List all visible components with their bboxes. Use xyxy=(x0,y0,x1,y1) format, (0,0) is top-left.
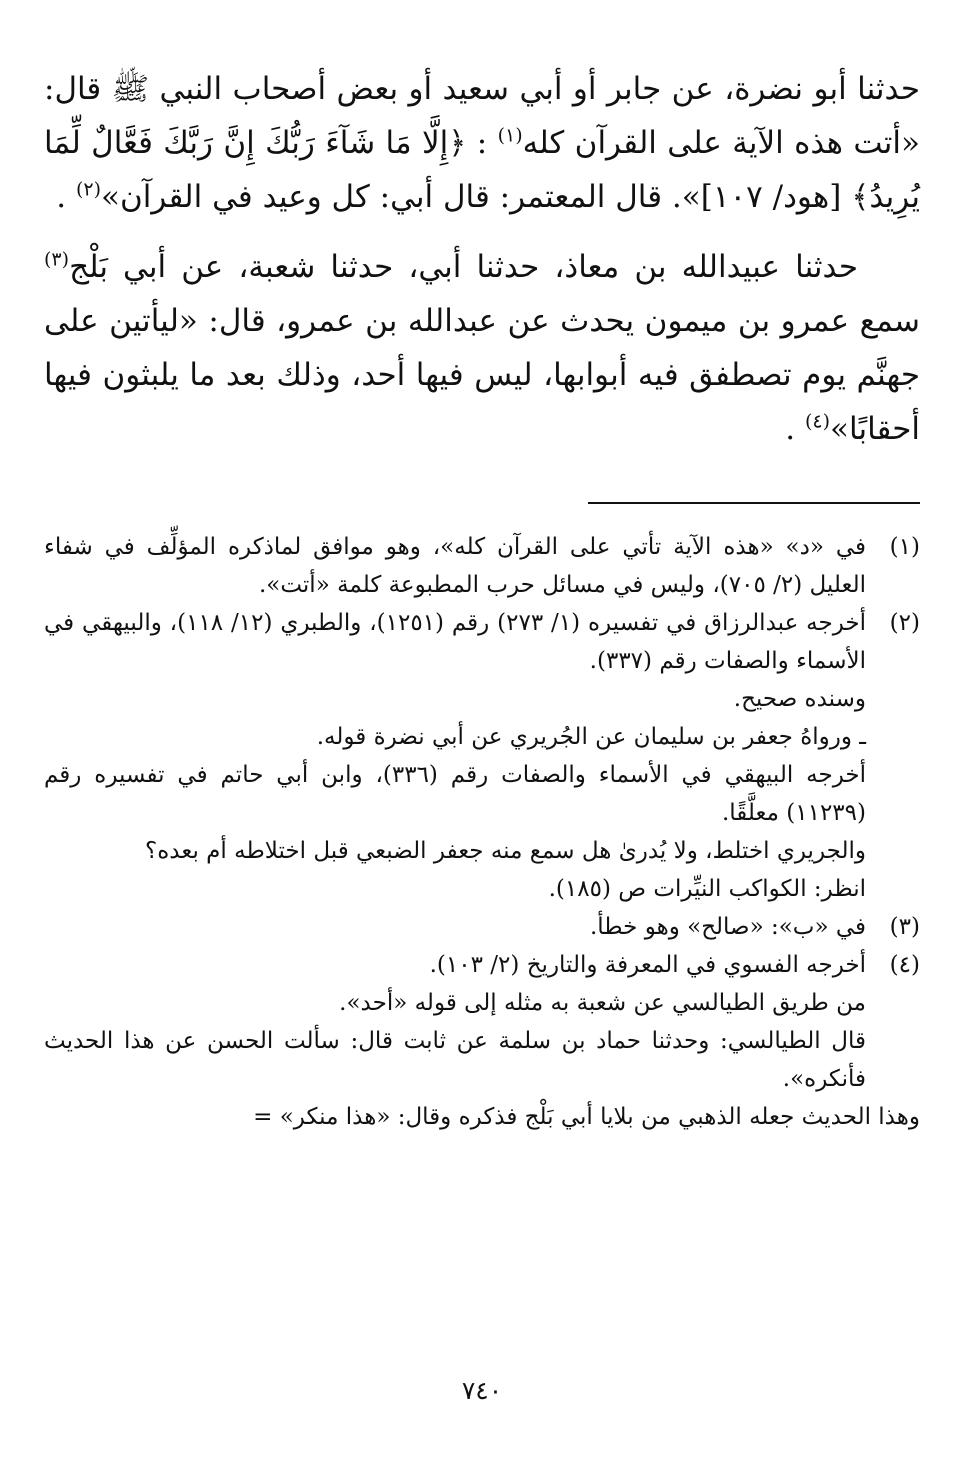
footnote-ref-3[interactable]: (٣) xyxy=(44,248,70,271)
footnote-4 xyxy=(44,946,920,984)
footnote-number: (٢) xyxy=(889,610,920,636)
main-paragraph-1-text-cont: : ﴿إِلَّا مَا شَآءَ رَبُّكَ إِنَّ رَبَّكَ فَعَّالٌ لِّمَا يُرِيدُ﴾ [هود/ ١٠٧]». قال المعتمر: قال أبي: كل وعيد في القرآن» xyxy=(44,125,920,215)
main-paragraph-1-end: . xyxy=(56,179,67,215)
main-paragraph-2 xyxy=(44,240,920,456)
footnote-ref-1[interactable]: (١) xyxy=(497,124,523,147)
footnote-ref-2[interactable]: (٢) xyxy=(75,178,102,201)
footnote-4-line-3: قال الطيالسي: وحدثنا حماد بن سلمة عن ثابت قال: سألت الحسن عن هذا الحديث فأنكره». xyxy=(44,1028,866,1092)
footnote-1 xyxy=(44,528,920,604)
footnote-2-line-4: أخرجه البيهقي في الأسماء والصفات رقم (٣٣٦)، وابن أبي حاتم في تفسيره رقم (١١٢٣٩) معلَّقًا. xyxy=(44,762,866,826)
footnote-2 xyxy=(44,604,920,680)
footnote-ref-4[interactable]: (٤) xyxy=(804,410,831,433)
main-paragraph-1 xyxy=(44,62,920,224)
main-paragraph-2-text: حدثنا عبيدالله بن معاذ، حدثنا أبي، حدثنا شعبة، عن أبي بَلْج xyxy=(69,249,858,285)
footnote-number: (٣) xyxy=(889,914,920,940)
footnote-text: أخرجه عبدالرزاق في تفسيره (١/ ٢٧٣) رقم (١٢٥١)، والطبري (١٢/ ١١٨)، والبيهقي في الأسماء والصفات رقم (٣٣٧). xyxy=(44,610,867,674)
footnote-number: (١) xyxy=(889,534,920,560)
footnote-2-line-6: انظر: الكواكب النيِّرات ص (١٨٥). xyxy=(548,876,866,902)
footnotes xyxy=(44,528,920,1136)
main-paragraph-2-text-cont: سمع عمرو بن ميمون يحدث عن عبدالله بن عمرو، قال: «ليأتين على جهنَّم يوم تصطفق فيه أبوابها، ليس فيها أحد، وذلك بعد ما يلبثون فيها أحقابًا» xyxy=(44,303,920,447)
footnote-3 xyxy=(44,908,920,946)
main-paragraph-1-text: حدثنا أبو نضرة، عن جابر أو أبي سعيد أو بعض أصحاب النبي ﷺ قال: «أتت هذه الآية على القرآن كله xyxy=(44,71,920,161)
footnote-number: (٤) xyxy=(889,952,920,978)
footnote-2-line-5: والجريري اختلط، ولا يُدرىٰ هل سمع منه جعفر الضبعي قبل اختلاطه أم بعده؟ xyxy=(145,838,866,864)
footnote-separator xyxy=(588,502,920,504)
main-text xyxy=(44,62,920,456)
footnote-text: أخرجه الفسوي في المعرفة والتاريخ (٢/ ١٠٣). xyxy=(429,952,866,978)
footnote-2-line-2: وسنده صحيح. xyxy=(733,686,866,712)
footnote-4-line-2: من طريق الطيالسي عن شعبة به مثله إلى قوله «أحد». xyxy=(339,990,866,1016)
footnote-text: في «د» «هذه الآية تأتي على القرآن كله»، وهو موافق لماذكره المؤلِّف في شفاء العليل (٢/ ٧٠٥)، وليس في مسائل حرب المطبوعة كلمة «أتت». xyxy=(44,534,866,598)
page-number: ٧٤٠ xyxy=(461,1376,503,1405)
footnote-4-line-4: وهذا الحديث جعله الذهبي من بلايا أبي بَلْج فذكره وقال: «هذا منكر» = xyxy=(253,1104,920,1130)
main-paragraph-2-end: . xyxy=(785,411,796,447)
footnote-2-line-3: ـ ورواهُ جعفر بن سليمان عن الجُريري عن أبي نضرة قوله. xyxy=(316,724,866,750)
footnote-text: في «ب»: «صالح» وهو خطأ. xyxy=(589,914,866,940)
